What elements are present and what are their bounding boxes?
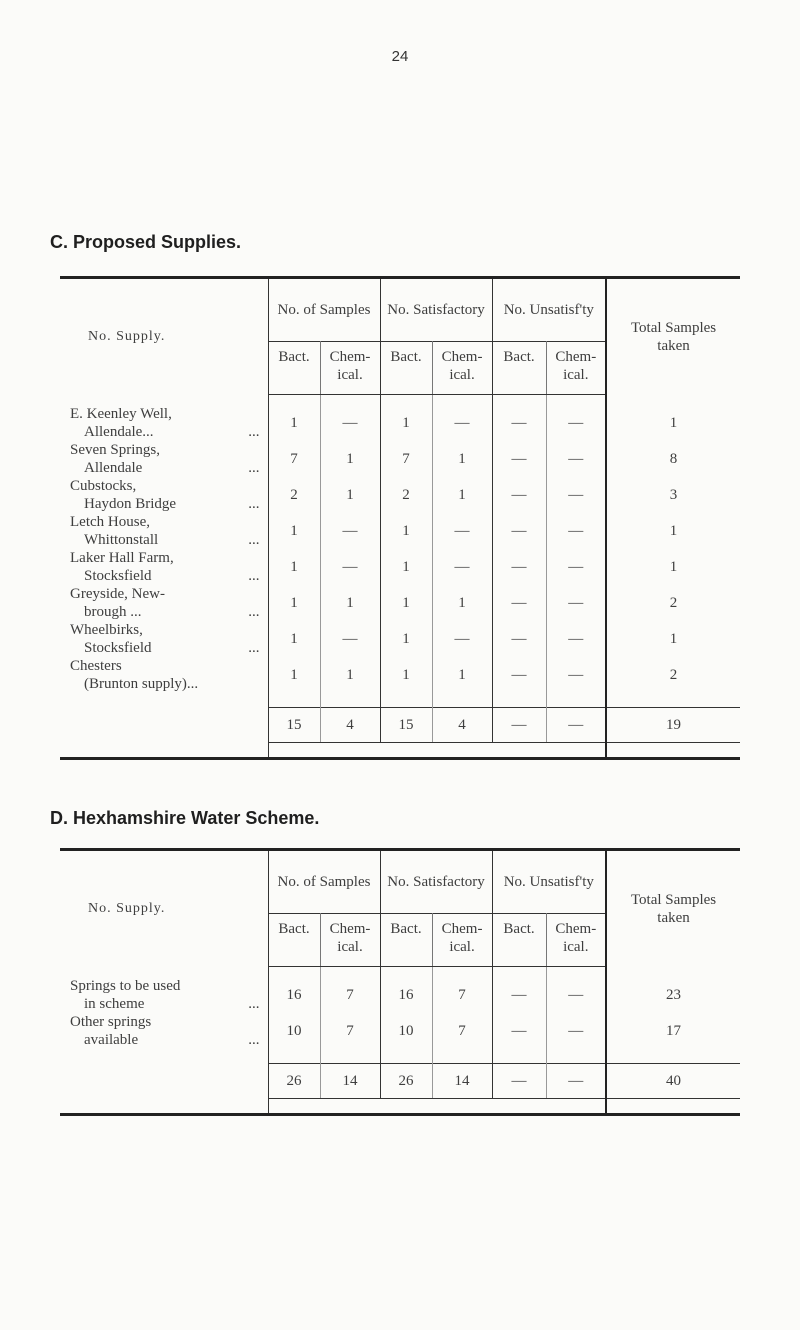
- leader-dots: ...: [248, 568, 260, 584]
- unsatisfactory-header: No. Unsatisf'ty: [492, 850, 606, 914]
- value-cell: 1: [268, 549, 320, 585]
- supply-location: brough ...: [84, 604, 142, 620]
- supply-location: Stocksfield: [84, 568, 152, 584]
- value-cell: 1: [268, 585, 320, 621]
- value-cell: 16: [380, 977, 432, 1013]
- bact-header: Bact.: [380, 342, 432, 395]
- leader-dots: ...: [248, 996, 260, 1012]
- value-cell: 1: [380, 513, 432, 549]
- value-cell: 7: [432, 977, 492, 1013]
- supply-name-line2: [70, 1031, 268, 1049]
- value-cell: —: [546, 621, 606, 657]
- total-cell: 26: [380, 1064, 432, 1099]
- row-total-cell: 3: [669, 487, 678, 503]
- value-cell: —: [320, 621, 380, 657]
- value-cell: 2: [380, 477, 432, 513]
- total-cell: 15: [380, 708, 432, 743]
- table-row: [60, 1013, 740, 1049]
- value-cell: 1: [268, 405, 320, 441]
- bact-header: Bact.: [492, 342, 546, 395]
- leader-dots: ...: [248, 1032, 260, 1048]
- value-cell: —: [546, 1013, 606, 1049]
- total-cell: 14: [320, 1064, 380, 1099]
- section-c-table: [60, 276, 740, 760]
- table-row: [60, 405, 740, 441]
- supply-location: available: [84, 1032, 139, 1048]
- samples-header: No. of Samples: [268, 850, 380, 914]
- supply-location: (Brunton supply)...: [84, 676, 199, 692]
- leader-dots: ...: [248, 424, 260, 440]
- supply-name: [60, 585, 268, 621]
- value-cell: —: [492, 477, 546, 513]
- row-total-cell: 17: [666, 1023, 682, 1039]
- total-cell: —: [492, 708, 546, 743]
- value-cell: —: [546, 977, 606, 1013]
- value-cell: —: [546, 513, 606, 549]
- samples-header: No. of Samples: [268, 278, 380, 342]
- supply-name-line1: Laker Hall Farm,: [70, 550, 174, 566]
- value-cell: 7: [320, 1013, 380, 1049]
- supply-location: Haydon Bridge: [84, 496, 177, 512]
- value-cell: —: [320, 549, 380, 585]
- value-cell: —: [432, 621, 492, 657]
- value-cell: —: [492, 657, 546, 693]
- supply-location: Allendale: [84, 460, 143, 476]
- supply-name-line1: Springs to be used: [70, 978, 181, 994]
- supply-name: [60, 513, 268, 549]
- total-cell: —: [492, 1064, 546, 1099]
- row-total-cell: 2: [669, 667, 678, 683]
- supply-name-line2: [70, 459, 268, 477]
- table-row: [60, 585, 740, 621]
- row-total-cell: 1: [669, 559, 678, 575]
- value-cell: 1: [432, 477, 492, 513]
- chem-header: Chem-ical.: [546, 914, 606, 967]
- total-cell: 15: [268, 708, 320, 743]
- value-cell: —: [492, 1013, 546, 1049]
- leader-dots: ...: [248, 496, 260, 512]
- bact-header: Bact.: [268, 342, 320, 395]
- value-cell: —: [492, 549, 546, 585]
- supply-name-line1: E. Keenley Well,: [70, 406, 172, 422]
- value-cell: 1: [268, 657, 320, 693]
- supply-name: [60, 477, 268, 513]
- satisfactory-header: No. Satisfactory: [380, 850, 492, 914]
- supply-name-line2: [70, 423, 268, 441]
- chem-header: Chem-ical.: [546, 342, 606, 395]
- value-cell: —: [546, 405, 606, 441]
- row-total-cell: 23: [666, 987, 682, 1003]
- supply-name-line2: [70, 675, 268, 693]
- value-cell: —: [546, 477, 606, 513]
- value-cell: —: [320, 513, 380, 549]
- supply-name: [60, 1013, 268, 1049]
- value-cell: 7: [268, 441, 320, 477]
- section-d-table: [60, 848, 740, 1116]
- supply-name-line2: [70, 495, 268, 513]
- supply-name: [60, 405, 268, 441]
- value-cell: 1: [380, 405, 432, 441]
- supply-name-line1: Other springs: [70, 1014, 152, 1030]
- total-cell: 26: [268, 1064, 320, 1099]
- value-cell: 1: [380, 657, 432, 693]
- value-cell: —: [492, 977, 546, 1013]
- supply-name: [60, 977, 268, 1013]
- chem-header: Chem-ical.: [432, 914, 492, 967]
- leader-dots: ...: [248, 640, 260, 656]
- chem-header: Chem-ical.: [432, 342, 492, 395]
- supply-location: Stocksfield: [84, 640, 152, 656]
- row-total-cell: 2: [669, 595, 678, 611]
- total-cell: 4: [432, 708, 492, 743]
- value-cell: 1: [320, 477, 380, 513]
- bact-header: Bact.: [268, 914, 320, 967]
- value-cell: —: [546, 549, 606, 585]
- value-cell: 2: [268, 477, 320, 513]
- table-row: [60, 549, 740, 585]
- table-row: [60, 657, 740, 693]
- unsatisfactory-header: No. Unsatisf'ty: [492, 278, 606, 342]
- grand-total-cell: 40: [606, 1064, 740, 1099]
- supply-name-line1: Chesters: [70, 658, 122, 674]
- section-c-heading: C. Proposed Supplies.: [50, 232, 242, 252]
- value-cell: —: [492, 621, 546, 657]
- leader-dots: ...: [248, 532, 260, 548]
- satisfactory-header: No. Satisfactory: [380, 278, 492, 342]
- row-total-cell: 1: [669, 415, 678, 431]
- value-cell: —: [492, 441, 546, 477]
- total-cell: 14: [432, 1064, 492, 1099]
- supply-location: in scheme: [84, 996, 145, 1012]
- leader-dots: ...: [248, 460, 260, 476]
- value-cell: —: [492, 405, 546, 441]
- row-total-cell: 1: [669, 523, 678, 539]
- supply-name-line1: Letch House,: [70, 514, 150, 530]
- bact-header: Bact.: [492, 914, 546, 967]
- value-cell: 10: [380, 1013, 432, 1049]
- section-d-heading: D. Hexhamshire Water Scheme.: [50, 808, 320, 828]
- bact-header: Bact.: [380, 914, 432, 967]
- total-cell: —: [546, 708, 606, 743]
- chem-header: Chem-ical.: [320, 914, 380, 967]
- supply-name-line2: [70, 995, 268, 1013]
- supply-location: Whittonstall: [84, 532, 159, 548]
- table-row: [60, 977, 740, 1013]
- supply-header: No. Supply.: [60, 850, 268, 967]
- leader-dots: ...: [248, 604, 260, 620]
- value-cell: 1: [380, 585, 432, 621]
- value-cell: 1: [320, 657, 380, 693]
- supply-name-line1: Greyside, New-: [70, 586, 165, 602]
- supply-name-line1: Seven Springs,: [70, 442, 160, 458]
- value-cell: 1: [268, 621, 320, 657]
- supply-name: [60, 621, 268, 657]
- value-cell: —: [432, 549, 492, 585]
- grand-total-cell: 19: [606, 708, 740, 743]
- total-header: Total Samples taken: [630, 891, 717, 926]
- value-cell: 16: [268, 977, 320, 1013]
- supply-name: [60, 657, 268, 693]
- page-number: 24: [391, 48, 409, 65]
- value-cell: —: [492, 585, 546, 621]
- value-cell: —: [320, 405, 380, 441]
- supply-name: [60, 549, 268, 585]
- value-cell: —: [546, 441, 606, 477]
- supply-header: No. Supply.: [60, 278, 268, 395]
- value-cell: 7: [380, 441, 432, 477]
- total-cell: —: [546, 1064, 606, 1099]
- value-cell: 1: [432, 441, 492, 477]
- value-cell: —: [546, 585, 606, 621]
- supply-name-line1: Cubstocks,: [70, 478, 137, 494]
- value-cell: —: [432, 513, 492, 549]
- value-cell: 1: [320, 585, 380, 621]
- value-cell: 1: [380, 621, 432, 657]
- table-row: [60, 621, 740, 657]
- value-cell: 1: [432, 657, 492, 693]
- value-cell: 7: [320, 977, 380, 1013]
- total-cell: 4: [320, 708, 380, 743]
- chem-header: Chem-ical.: [320, 342, 380, 395]
- supply-location: Allendale...: [84, 424, 154, 440]
- value-cell: —: [432, 405, 492, 441]
- total-header: Total Samples taken: [630, 319, 717, 354]
- supply-name-line2: [70, 639, 268, 657]
- supply-name-line2: [70, 531, 268, 549]
- value-cell: 1: [320, 441, 380, 477]
- table-row: [60, 513, 740, 549]
- value-cell: —: [492, 513, 546, 549]
- supply-name-line2: [70, 603, 268, 621]
- value-cell: 7: [432, 1013, 492, 1049]
- value-cell: 1: [432, 585, 492, 621]
- row-total-cell: 8: [669, 451, 678, 467]
- supply-name: [60, 441, 268, 477]
- row-total-cell: 1: [669, 631, 678, 647]
- supply-name-line1: Wheelbirks,: [70, 622, 143, 638]
- supply-name-line2: [70, 567, 268, 585]
- value-cell: —: [546, 657, 606, 693]
- value-cell: 10: [268, 1013, 320, 1049]
- value-cell: 1: [268, 513, 320, 549]
- table-row: [60, 441, 740, 477]
- value-cell: 1: [380, 549, 432, 585]
- table-row: [60, 477, 740, 513]
